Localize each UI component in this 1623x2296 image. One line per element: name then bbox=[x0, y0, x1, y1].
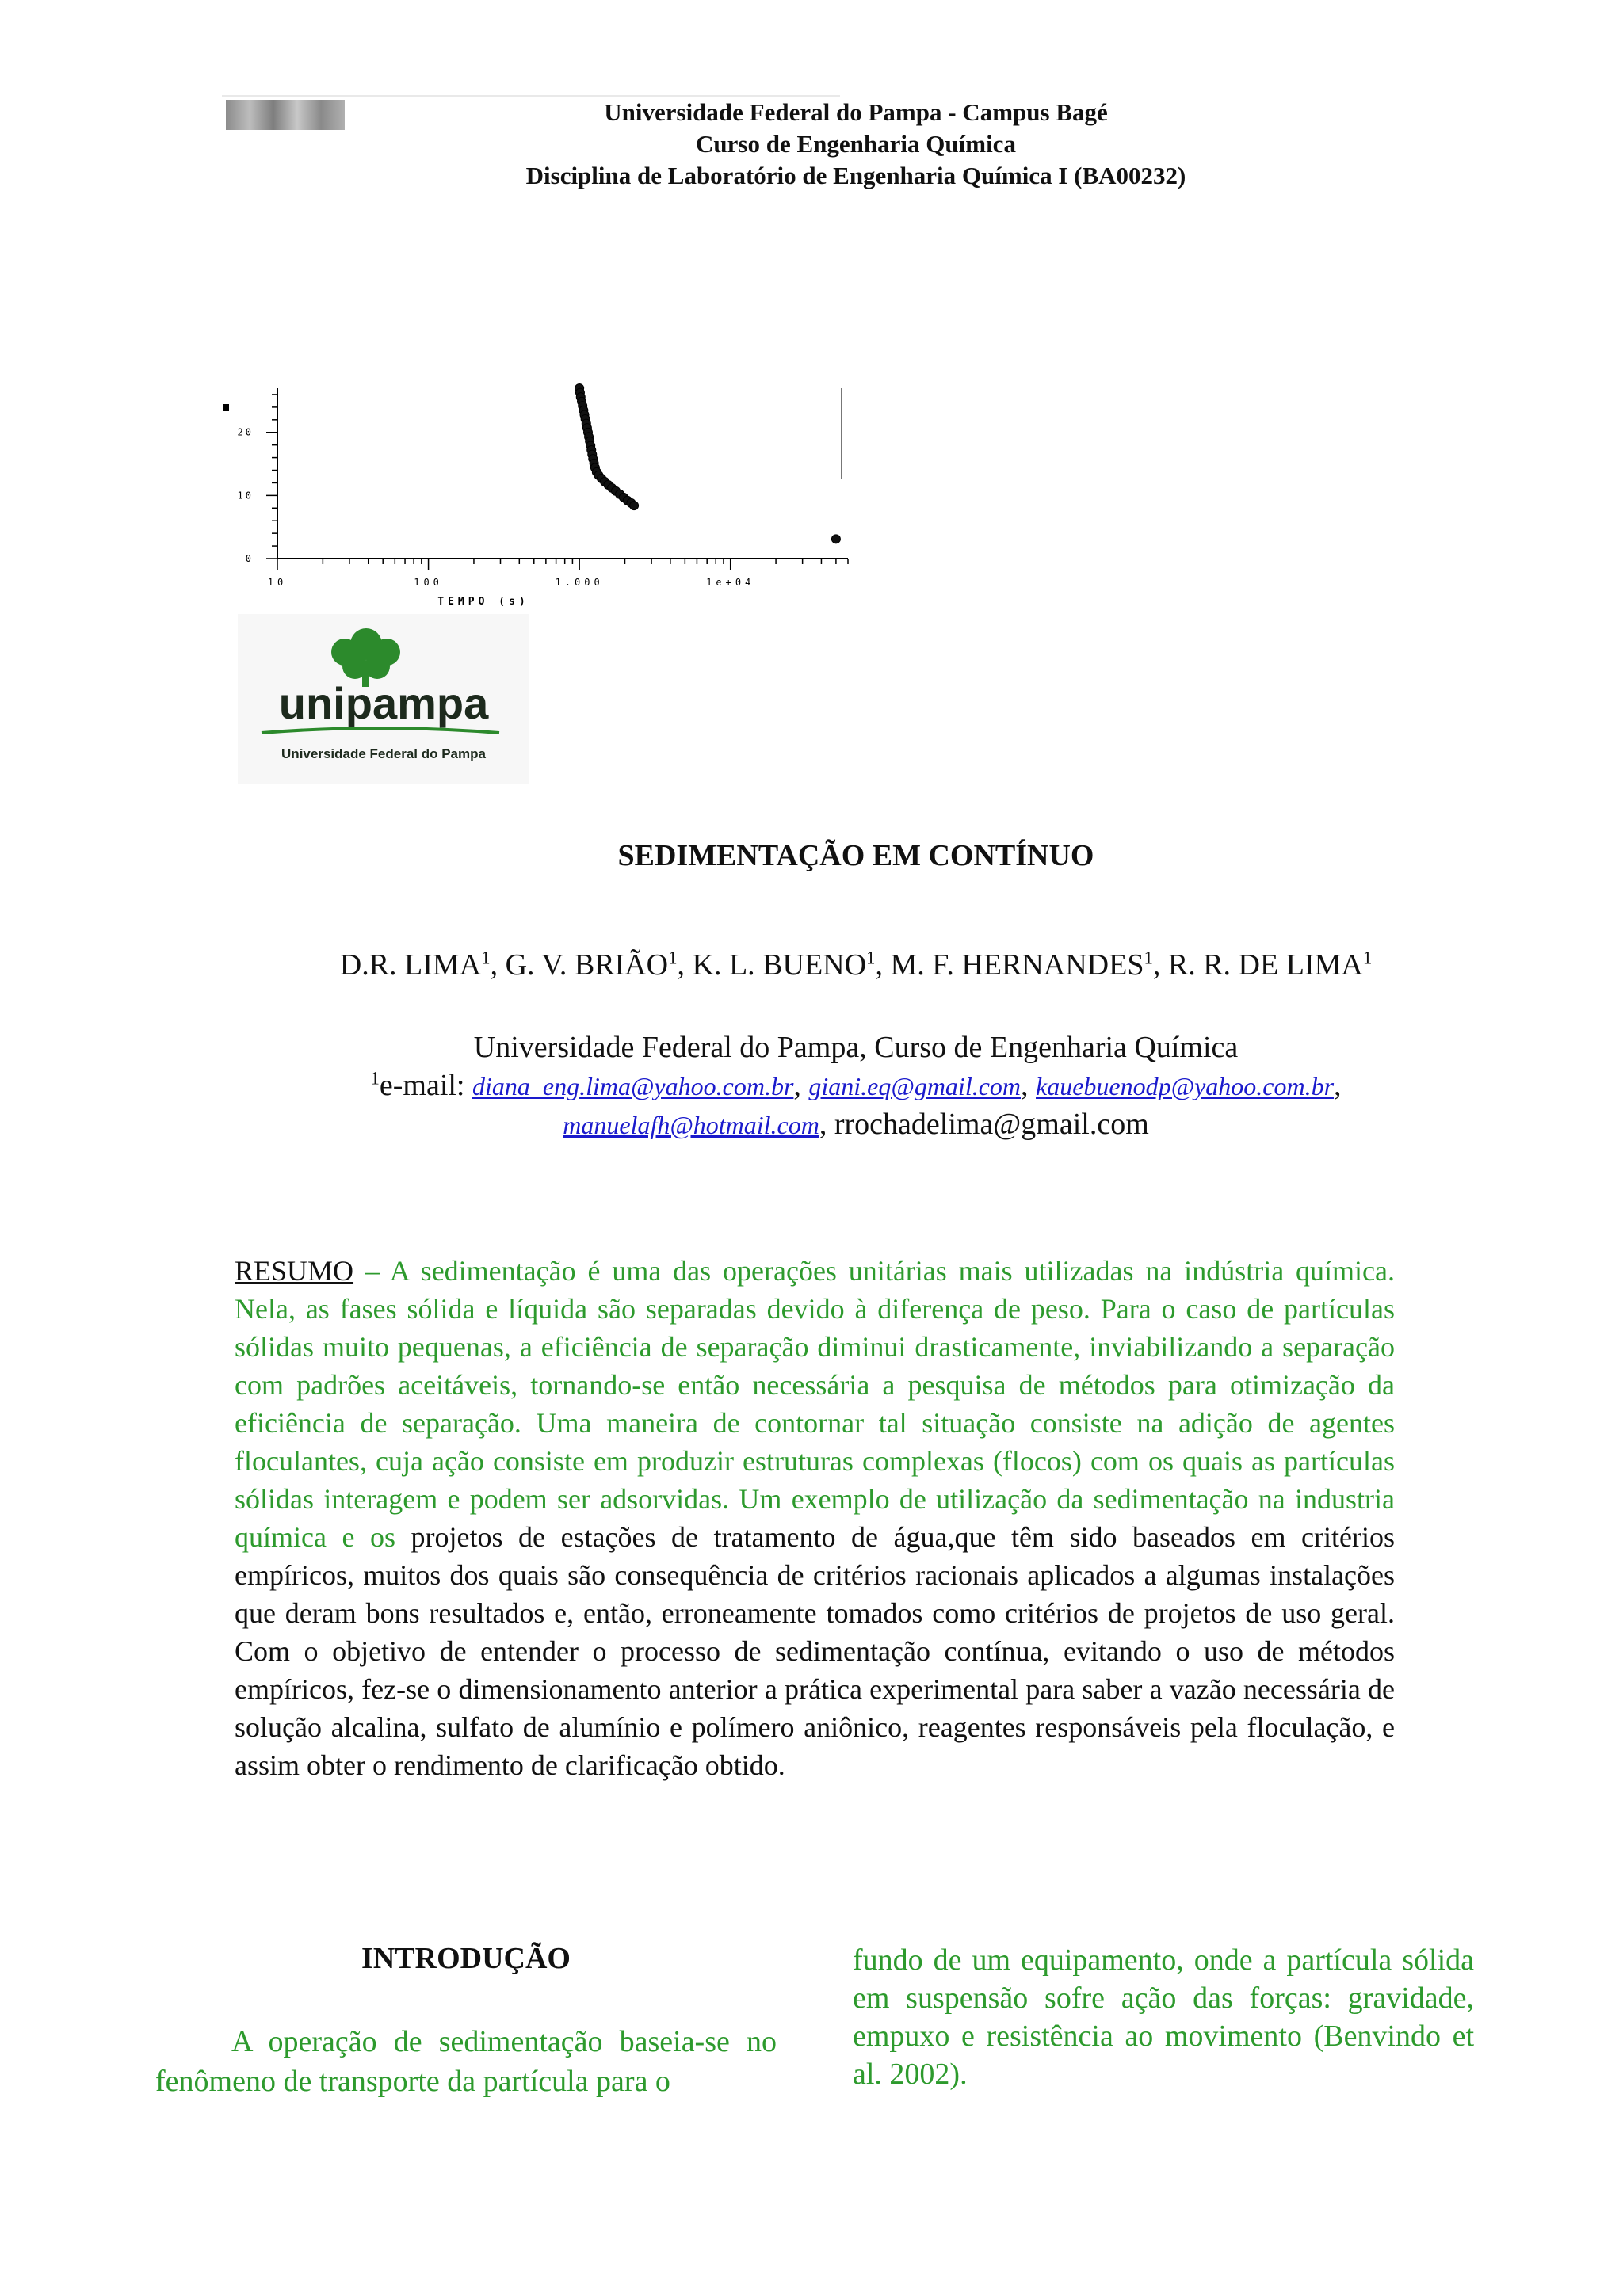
affiliation-emails-line1: $^1$e-mail: diana_eng.lima@yahoo.com.br, giani.eq@gmail.com, kauebuenodp@yahoo.com.br, bbox=[370, 1068, 1342, 1102]
chart-x-tick-label: 10 bbox=[267, 577, 288, 588]
chart-y-tick-label: 10 bbox=[237, 490, 254, 502]
logo-wordmark: unipampa bbox=[278, 678, 489, 728]
chart-y-tick-label: 20 bbox=[237, 426, 254, 438]
author-affiliation-mark: 1 bbox=[668, 948, 678, 968]
header-thumbnail-image bbox=[226, 100, 345, 130]
chart-x-tick-label: 1e+04 bbox=[706, 577, 755, 588]
chart-corner-mark bbox=[223, 404, 229, 411]
logo-subtitle: Universidade Federal do Pampa bbox=[281, 746, 486, 761]
author-affiliation-mark: 1 bbox=[866, 948, 876, 968]
email-plain-rrocha: rrochadelima@gmail.com bbox=[834, 1108, 1149, 1141]
author-name: G. V. BRIÃO bbox=[505, 948, 669, 982]
introduction-left-column bbox=[155, 1941, 777, 2101]
chart-y-tick-label: 0 bbox=[245, 553, 254, 564]
email-link-giani[interactable]: giani.eq@gmail.com bbox=[808, 1072, 1022, 1100]
abstract-text-green: A sedimentação é uma das operações unitárias mais utilizadas na indústria química. Nela, as fases sólida e líquida são separadas devido à diferença de peso. Para o caso de partículas sólidas muito pequenas, a eficiência de separação diminui drasticamente, inviabilizando a separação com padrões aceitáveis, tornando-se então necessária a pesquisa de métodos para otimização da eficiência de separação. Uma maneira de contornar tal situação consiste na adição de agentes floculantes, cuja ação consiste em produzir estruturas complexas (flocos) com os quais as partículas sólidas interagem e podem ser adsorvidas. Um exemplo de utilização da sedimentação na industria química e os bbox=[235, 1255, 1396, 1553]
page-header bbox=[444, 97, 1268, 192]
chart-x-tick-label: 1.000 bbox=[555, 577, 604, 588]
abstract-text: projetos de estações de tratamento de água,que têm sido baseados em critérios empíricos, muitos dos quais são consequência de critérios racionais aplicados a algumas instalações que deram bons resultados e, então, erroneamente tomados como critérios de projetos de uso geral. Com o objetivo de entender o processo de sedimentação contínua, evitando o uso de métodos empíricos, fez-se o dimensionamento anterior a prática experimental para saber a vazão necessária de solução alcalina, sulfato de alumínio e polímero aniônico, reagentes responsáveis pela floculação, e assim obter o rendimento de clarificação obtido. bbox=[235, 1521, 1395, 1781]
affiliation-institution: Universidade Federal do Pampa, Curso de Engenharia Química bbox=[473, 1031, 1239, 1064]
author-affiliation-mark: 1 bbox=[481, 948, 491, 968]
chart-x-tick-label: 100 bbox=[414, 577, 443, 588]
abstract-label: RESUMO bbox=[235, 1255, 354, 1287]
affiliation-mark: 1 bbox=[370, 1068, 380, 1089]
author-name: K. L. BUENO bbox=[692, 948, 867, 982]
affiliation-emails-line2: manuelafh@hotmail.com, rrochadelima@gmail.com bbox=[563, 1108, 1149, 1141]
paper-title: SEDIMENTAÇÃO EM CONTÍNUO bbox=[617, 839, 1094, 872]
author-list: D.R. LIMA$^1$, G. V. BRIÃO$^1$, K. L. BUENO$^1$, M. F. HERNANDES$^1$, R. R. DE LIMA$^1$ bbox=[339, 948, 1373, 982]
introduction-paragraph-left: A operação de sedimentação baseia-se no fenômeno de transporte da partícula para o bbox=[155, 2025, 777, 2098]
email-label: e-mail: bbox=[379, 1069, 465, 1102]
header-discipline: Disciplina de Laboratório de Engenharia Química I (BA00232) bbox=[525, 162, 1186, 189]
chart-data-point bbox=[831, 535, 840, 543]
introduction-heading: INTRODUÇÃO bbox=[361, 1942, 571, 1975]
sedimentation-chart bbox=[214, 380, 864, 618]
affiliation-block bbox=[238, 1028, 1474, 1144]
chart-data-point bbox=[630, 502, 639, 510]
abstract-dash: – bbox=[353, 1255, 390, 1287]
email-link-kaue[interactable]: kauebuenodp@yahoo.com.br bbox=[1036, 1072, 1335, 1100]
unipampa-logo bbox=[238, 614, 529, 784]
author-name: M. F. HERNANDES bbox=[890, 948, 1144, 982]
email-link-manuela[interactable]: manuelafh@hotmail.com bbox=[563, 1111, 819, 1139]
chart-x-axis-label: TEMPO (s) bbox=[437, 596, 529, 608]
email-link-diana[interactable]: diana_eng.lima@yahoo.com.br bbox=[472, 1072, 794, 1100]
author-affiliation-mark: 1 bbox=[1144, 948, 1153, 968]
author-affiliation-mark: 1 bbox=[1362, 948, 1373, 968]
author-name: D.R. LIMA bbox=[339, 948, 482, 982]
header-university: Universidade Federal do Pampa - Campus Bagé bbox=[604, 98, 1108, 126]
unipampa-logo-graphic bbox=[238, 614, 529, 784]
author-name: R. R. DE LIMA bbox=[1167, 948, 1363, 982]
logo-swoosh bbox=[262, 728, 499, 733]
introduction-right-column: fundo de um equipamento, onde a partícula sólida em suspensão sofre ação das forças: gravidade, empuxo e resistência ao movimento (Benvindo et al. 2002). bbox=[853, 1943, 1474, 2091]
header-course: Curso de Engenharia Química bbox=[696, 130, 1016, 158]
abstract bbox=[235, 1252, 1395, 1784]
